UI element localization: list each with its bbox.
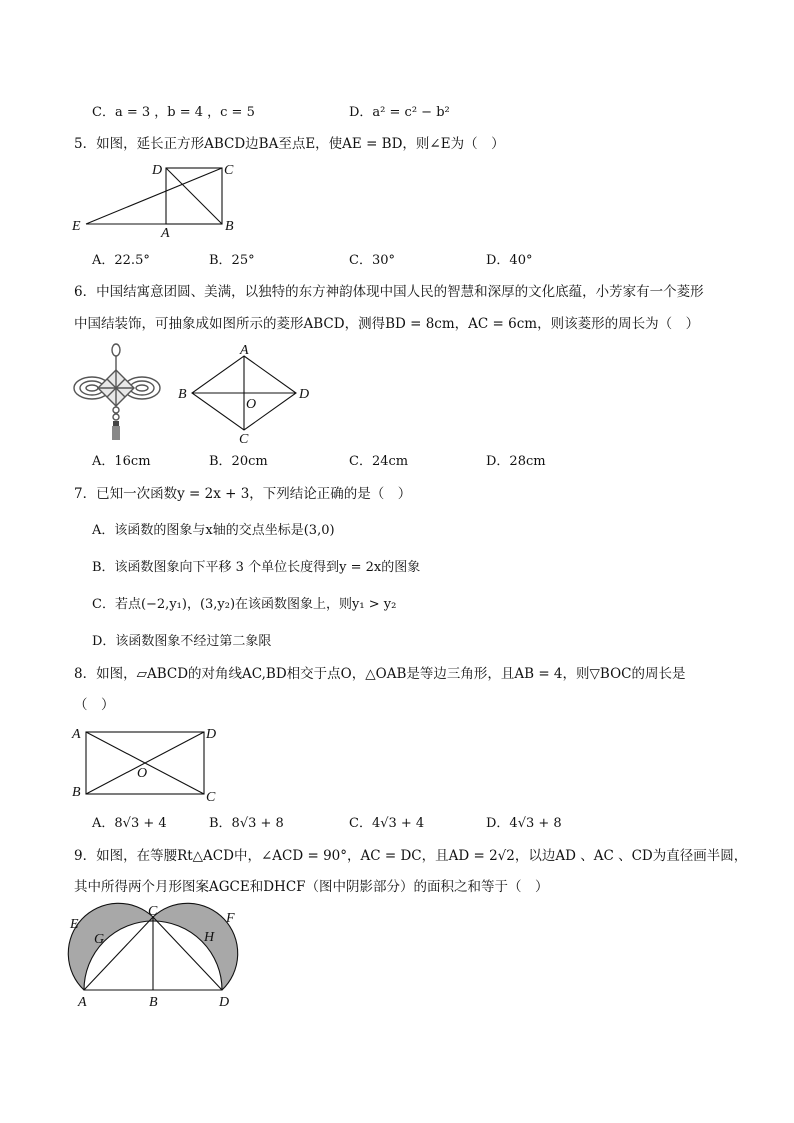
q7-option-b: B．该函数图象向下平移 3 个单位长度得到y = 2x的图象 bbox=[92, 560, 421, 575]
q7-option-c: C．若点(−2,y₁)，(3,y₂)在该函数图象上，则y₁ > y₂ bbox=[92, 597, 397, 612]
chinese-knot-image bbox=[70, 344, 170, 444]
label-c: C bbox=[239, 432, 249, 447]
q6-option-b: B．20cm bbox=[209, 454, 268, 469]
label-e: E bbox=[72, 219, 81, 234]
q5-option-d: D．40° bbox=[486, 253, 533, 268]
q9-figure-semicircles bbox=[66, 904, 256, 1014]
label-b: B bbox=[178, 387, 187, 402]
label-h: H bbox=[204, 930, 215, 945]
label-d: D bbox=[206, 727, 217, 742]
q7-option-d: D．该函数图象不经过第二象限 bbox=[92, 634, 272, 649]
label-f: F bbox=[226, 911, 235, 926]
q4-option-c: C．a = 3 ，b = 4 ，c = 5 bbox=[92, 105, 255, 120]
q6-figure-rhombus bbox=[178, 343, 318, 447]
label-g: G bbox=[94, 932, 105, 947]
q5-option-b: B．25° bbox=[209, 253, 255, 268]
q5-figure bbox=[70, 158, 250, 241]
q6-option-d: D．28cm bbox=[486, 454, 546, 469]
label-d: D bbox=[299, 387, 310, 402]
label-c: C bbox=[148, 904, 158, 919]
q6-option-c: C．24cm bbox=[349, 454, 409, 469]
q9-stem-line2: 其中所得两个月形图案AGCE和DHCF（图中阴影部分）的面积之和等于（ ） bbox=[74, 879, 549, 895]
label-c: C bbox=[206, 790, 216, 805]
label-c: C bbox=[224, 163, 234, 178]
label-a: A bbox=[240, 343, 249, 358]
q6-stem-line2: 中国结装饰，可抽象成如图所示的菱形ABCD，测得BD = 8cm，AC = 6cm，则该菱形的周长为（ ） bbox=[74, 316, 700, 332]
label-a: A bbox=[161, 226, 170, 241]
q5-stem: 5．如图，延长正方形ABCD边BA至点E，使AE = BD，则∠E为（ ） bbox=[74, 136, 505, 152]
label-e: E bbox=[70, 917, 79, 932]
label-a: A bbox=[72, 727, 81, 742]
label-o: O bbox=[137, 766, 148, 781]
q7-option-a: A．该函数的图象与x轴的交点坐标是(3,0) bbox=[92, 523, 335, 538]
q8-stem-line2: （ ） bbox=[74, 697, 115, 713]
q8-option-a: A．8√3 + 4 bbox=[92, 816, 167, 831]
q4-option-d: D．a² = c² − b² bbox=[349, 105, 450, 120]
q7-stem: 7．已知一次函数y = 2x + 3，下列结论正确的是（ ） bbox=[74, 486, 412, 502]
label-b: B bbox=[149, 995, 158, 1010]
q8-option-d: D．4√3 + 8 bbox=[486, 816, 562, 831]
q8-option-b: B．8√3 + 8 bbox=[209, 816, 284, 831]
label-d: D bbox=[219, 995, 230, 1010]
q8-figure-rectangle bbox=[70, 722, 230, 806]
diagonal-bd bbox=[166, 168, 222, 224]
q6-option-a: A．16cm bbox=[92, 454, 151, 469]
q8-stem-line1: 8．如图，▱ABCD的对角线AC,BD相交于点O，△OAB是等边三角形，且AB = 4，则▽BOC的周长是 bbox=[74, 666, 686, 682]
label-a: A bbox=[78, 995, 87, 1010]
q5-option-a: A．22.5° bbox=[92, 253, 150, 268]
label-b: B bbox=[72, 785, 81, 800]
label-b: B bbox=[225, 219, 234, 234]
q5-option-c: C．30° bbox=[349, 253, 395, 268]
label-d: D bbox=[152, 163, 163, 178]
q8-option-c: C．4√3 + 4 bbox=[349, 816, 425, 831]
label-o: O bbox=[246, 397, 257, 412]
q6-stem-line1: 6．中国结寓意团圆、美满，以独特的东方神韵体现中国人民的智慧和深厚的文化底蕴，小芳家有一个菱形 bbox=[74, 284, 704, 300]
q9-stem-line1: 9．如图，在等腰Rt△ACD中，∠ACD = 90°，AC = DC，且AD = 2√2，以边AD 、AC 、CD为直径画半圆， bbox=[74, 848, 748, 864]
